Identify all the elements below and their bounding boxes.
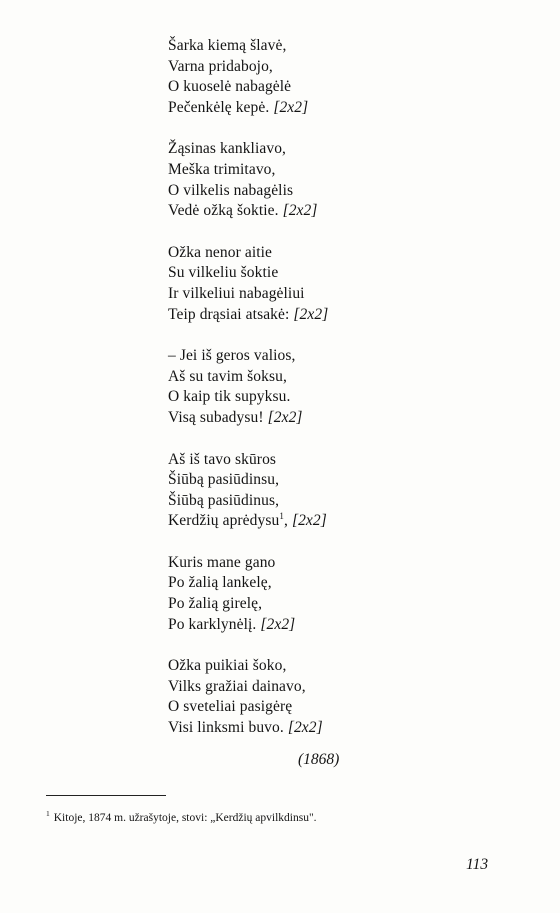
- line-text: O sveteliai pasigėrę: [168, 698, 293, 716]
- line-text: Visą subadysu!: [168, 408, 264, 426]
- poem-line: [168, 408, 468, 429]
- line-text: Šiūbą pasiūdinsu,: [168, 471, 280, 489]
- poem-line: [168, 36, 468, 57]
- poem-line: [168, 718, 468, 739]
- line-text: Kuris mane gano: [168, 553, 276, 571]
- line-text: Vedė ožką šoktie.: [168, 202, 279, 220]
- line-text: Su vilkeliu šoktie: [168, 264, 279, 282]
- stanza: [168, 346, 468, 428]
- repeat-marker: [2x2]: [282, 202, 318, 220]
- poem-line: [168, 615, 468, 636]
- poem-line: [168, 181, 468, 202]
- page-number: 113: [466, 856, 489, 873]
- line-text: Žąsinas kankliavo,: [168, 140, 287, 158]
- line-text: Pečenkėlę kepė.: [168, 98, 270, 116]
- poem-line: [168, 553, 468, 574]
- footnote-rule: [46, 795, 166, 796]
- poem-line: [168, 367, 468, 388]
- poem-line: [168, 305, 468, 326]
- line-text: Visi linksmi buvo.: [168, 719, 284, 737]
- line-text: Kerdžių aprėdysu: [168, 512, 280, 530]
- repeat-marker: [2x2]: [273, 98, 309, 116]
- poem-line: [168, 594, 468, 615]
- poem-line: [168, 656, 468, 677]
- poem-line: [168, 284, 468, 305]
- repeat-marker: [2x2]: [287, 719, 323, 737]
- poem-line: [168, 160, 468, 181]
- poem: [168, 36, 468, 760]
- repeat-marker: [2x2]: [260, 615, 296, 633]
- poem-line: [168, 346, 468, 367]
- line-text: Po žalią lankelę,: [168, 574, 272, 592]
- footnote-reference: 1: [279, 511, 284, 522]
- line-text: Ir vilkeliui nabagėliui: [168, 284, 305, 302]
- stanza: [168, 139, 468, 221]
- line-text: Šiūbą pasiūdinus,: [168, 491, 280, 509]
- poem-line: [168, 77, 468, 98]
- stanza: [168, 243, 468, 325]
- poem-line: [168, 491, 468, 512]
- stanza: [168, 553, 468, 635]
- stanza: [168, 656, 468, 738]
- line-text: Ožka puikiai šoko,: [168, 657, 287, 675]
- line-punctuation: ,: [283, 512, 288, 530]
- stanza: [168, 450, 468, 532]
- poem-line: [168, 57, 468, 78]
- line-text: Šarka kiemą šlavė,: [168, 37, 287, 54]
- poem-line: [168, 263, 468, 284]
- line-text: Varna pridabojo,: [168, 57, 273, 75]
- line-text: Teip drąsiai atsakė:: [168, 305, 290, 323]
- poem-line: [168, 139, 468, 160]
- footnote-mark: 1: [46, 809, 50, 819]
- poem-line: [168, 573, 468, 594]
- line-text: Po karklynėlį.: [168, 615, 257, 633]
- poem-line: [168, 511, 468, 532]
- footnote-text: Kitoje, 1874 m. užrašytoje, stovi: „Kerdžių apvilkdinsu".: [53, 812, 317, 824]
- repeat-marker: [2x2]: [291, 512, 327, 530]
- line-text: Po žalią girelę,: [168, 595, 263, 613]
- poem-line: [168, 201, 468, 222]
- footnote: [46, 809, 317, 824]
- line-text: O kaip tik supyksu.: [168, 388, 291, 406]
- line-text: O kuoselė nabagėlė: [168, 78, 292, 96]
- line-text: – Jei iš geros valios,: [168, 347, 296, 365]
- poem-line: [168, 98, 468, 119]
- line-text: Aš su tavim šoksu,: [168, 367, 287, 385]
- repeat-marker: [2x2]: [267, 408, 303, 426]
- poem-line: [168, 470, 468, 491]
- stanza: [168, 36, 468, 118]
- poem-line: [168, 243, 468, 264]
- poem-year: (1868): [298, 751, 340, 768]
- repeat-marker: [2x2]: [293, 305, 329, 323]
- poem-line: [168, 387, 468, 408]
- poem-line: [168, 450, 468, 471]
- line-text: Meška trimitavo,: [168, 160, 276, 178]
- poem-line: [168, 697, 468, 718]
- line-text: O vilkelis nabagėlis: [168, 181, 294, 199]
- line-text: Aš iš tavo skūros: [168, 450, 277, 468]
- line-text: Ožka nenor aitie: [168, 243, 273, 261]
- line-text: Vilks gražiai dainavo,: [168, 677, 306, 695]
- poem-line: [168, 677, 468, 698]
